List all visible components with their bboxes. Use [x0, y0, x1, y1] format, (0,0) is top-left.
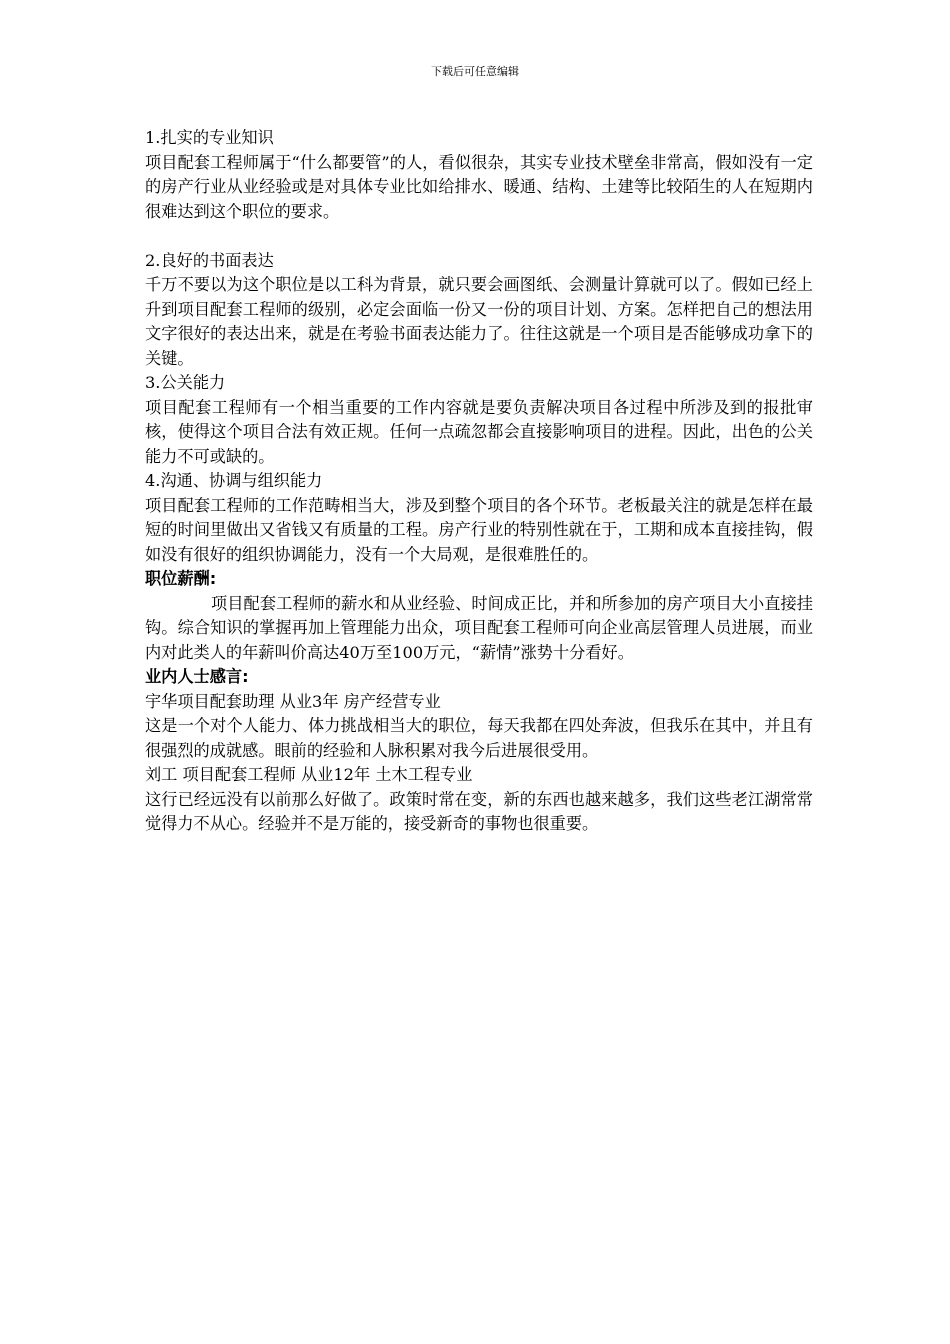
section-body-salary: 项目配套工程师的薪水和从业经验、时间成正比，并和所参加的房产项目大小直接挂钩。综合知识的掌握再加上管理能力出众，项目配套工程师可向企业高层管理人员进展，而业内对此类人的年薪叫价高达40万至100万元，“薪情”涨势十分看好。 — [145, 593, 813, 662]
section-heading-salary: 职位薪酬: — [145, 569, 217, 588]
paragraph-spacer — [145, 224, 813, 249]
section-heading-testimonials: 业内人士感言: — [145, 667, 249, 686]
section-heading-pr: 3.公关能力 — [145, 373, 226, 392]
page-header: 下载后可任意编辑 — [431, 65, 519, 78]
section-heading-knowledge: 1.扎实的专业知识 — [145, 128, 274, 147]
testimonial-person-2-quote: 这行已经远没有以前那么好做了。政策时常在变，新的东西也越来越多，我们这些老江湖常常觉得力不从心。经验并不是万能的，接受新奇的事物也很重要。 — [145, 789, 813, 833]
section-body-writing: 千万不要以为这个职位是以工科为背景，就只要会画图纸、会测量计算就可以了。假如已经上升到项目配套工程师的级别，必定会面临一份又一份的项目计划、方案。怎样把自己的想法用文字很好的表达出来，就是在考验书面表达能力了。往往这就是一个项目是否能够成功拿下的关键。 — [145, 275, 813, 368]
section-body-knowledge: 项目配套工程师属于“什么都要管”的人，看似很杂，其实专业技术壁垒非常高，假如没有一定的房产行业从业经验或是对具体专业比如给排水、暖通、结构、土建等比较陌生的人在短期内很难达到这个职位的要求。 — [145, 152, 813, 221]
section-heading-writing: 2.良好的书面表达 — [145, 250, 274, 270]
section-heading-coordination: 4.沟通、协调与组织能力 — [145, 471, 323, 490]
testimonial-person-1-title: 宇华项目配套助理 从业3年 房产经营专业 — [145, 691, 441, 711]
testimonial-person-2-title: 刘工 项目配套工程师 从业12年 土木工程专业 — [145, 765, 473, 784]
section-body-coordination: 项目配套工程师的工作范畴相当大，涉及到整个项目的各个环节。老板最关注的就是怎样在最短的时间里做出又省钱又有质量的工程。房产行业的特别性就在于，工期和成本直接挂钩，假如没有很好的组织协调能力，没有一个大局观，是很难胜任的。 — [145, 495, 813, 564]
document-body — [145, 126, 813, 837]
testimonial-person-1-quote: 这是一个对个人能力、体力挑战相当大的职位，每天我都在四处奔波，但我乐在其中，并且有很强烈的成就感。眼前的经验和人脉积累对我今后进展很受用。 — [145, 716, 813, 760]
section-body-pr: 项目配套工程师有一个相当重要的工作内容就是要负责解决项目各过程中所涉及到的报批审核，使得这个项目合法有效正规。任何一点疏忽都会直接影响项目的进程。因此，出色的公关能力不可或缺的。 — [145, 397, 813, 466]
